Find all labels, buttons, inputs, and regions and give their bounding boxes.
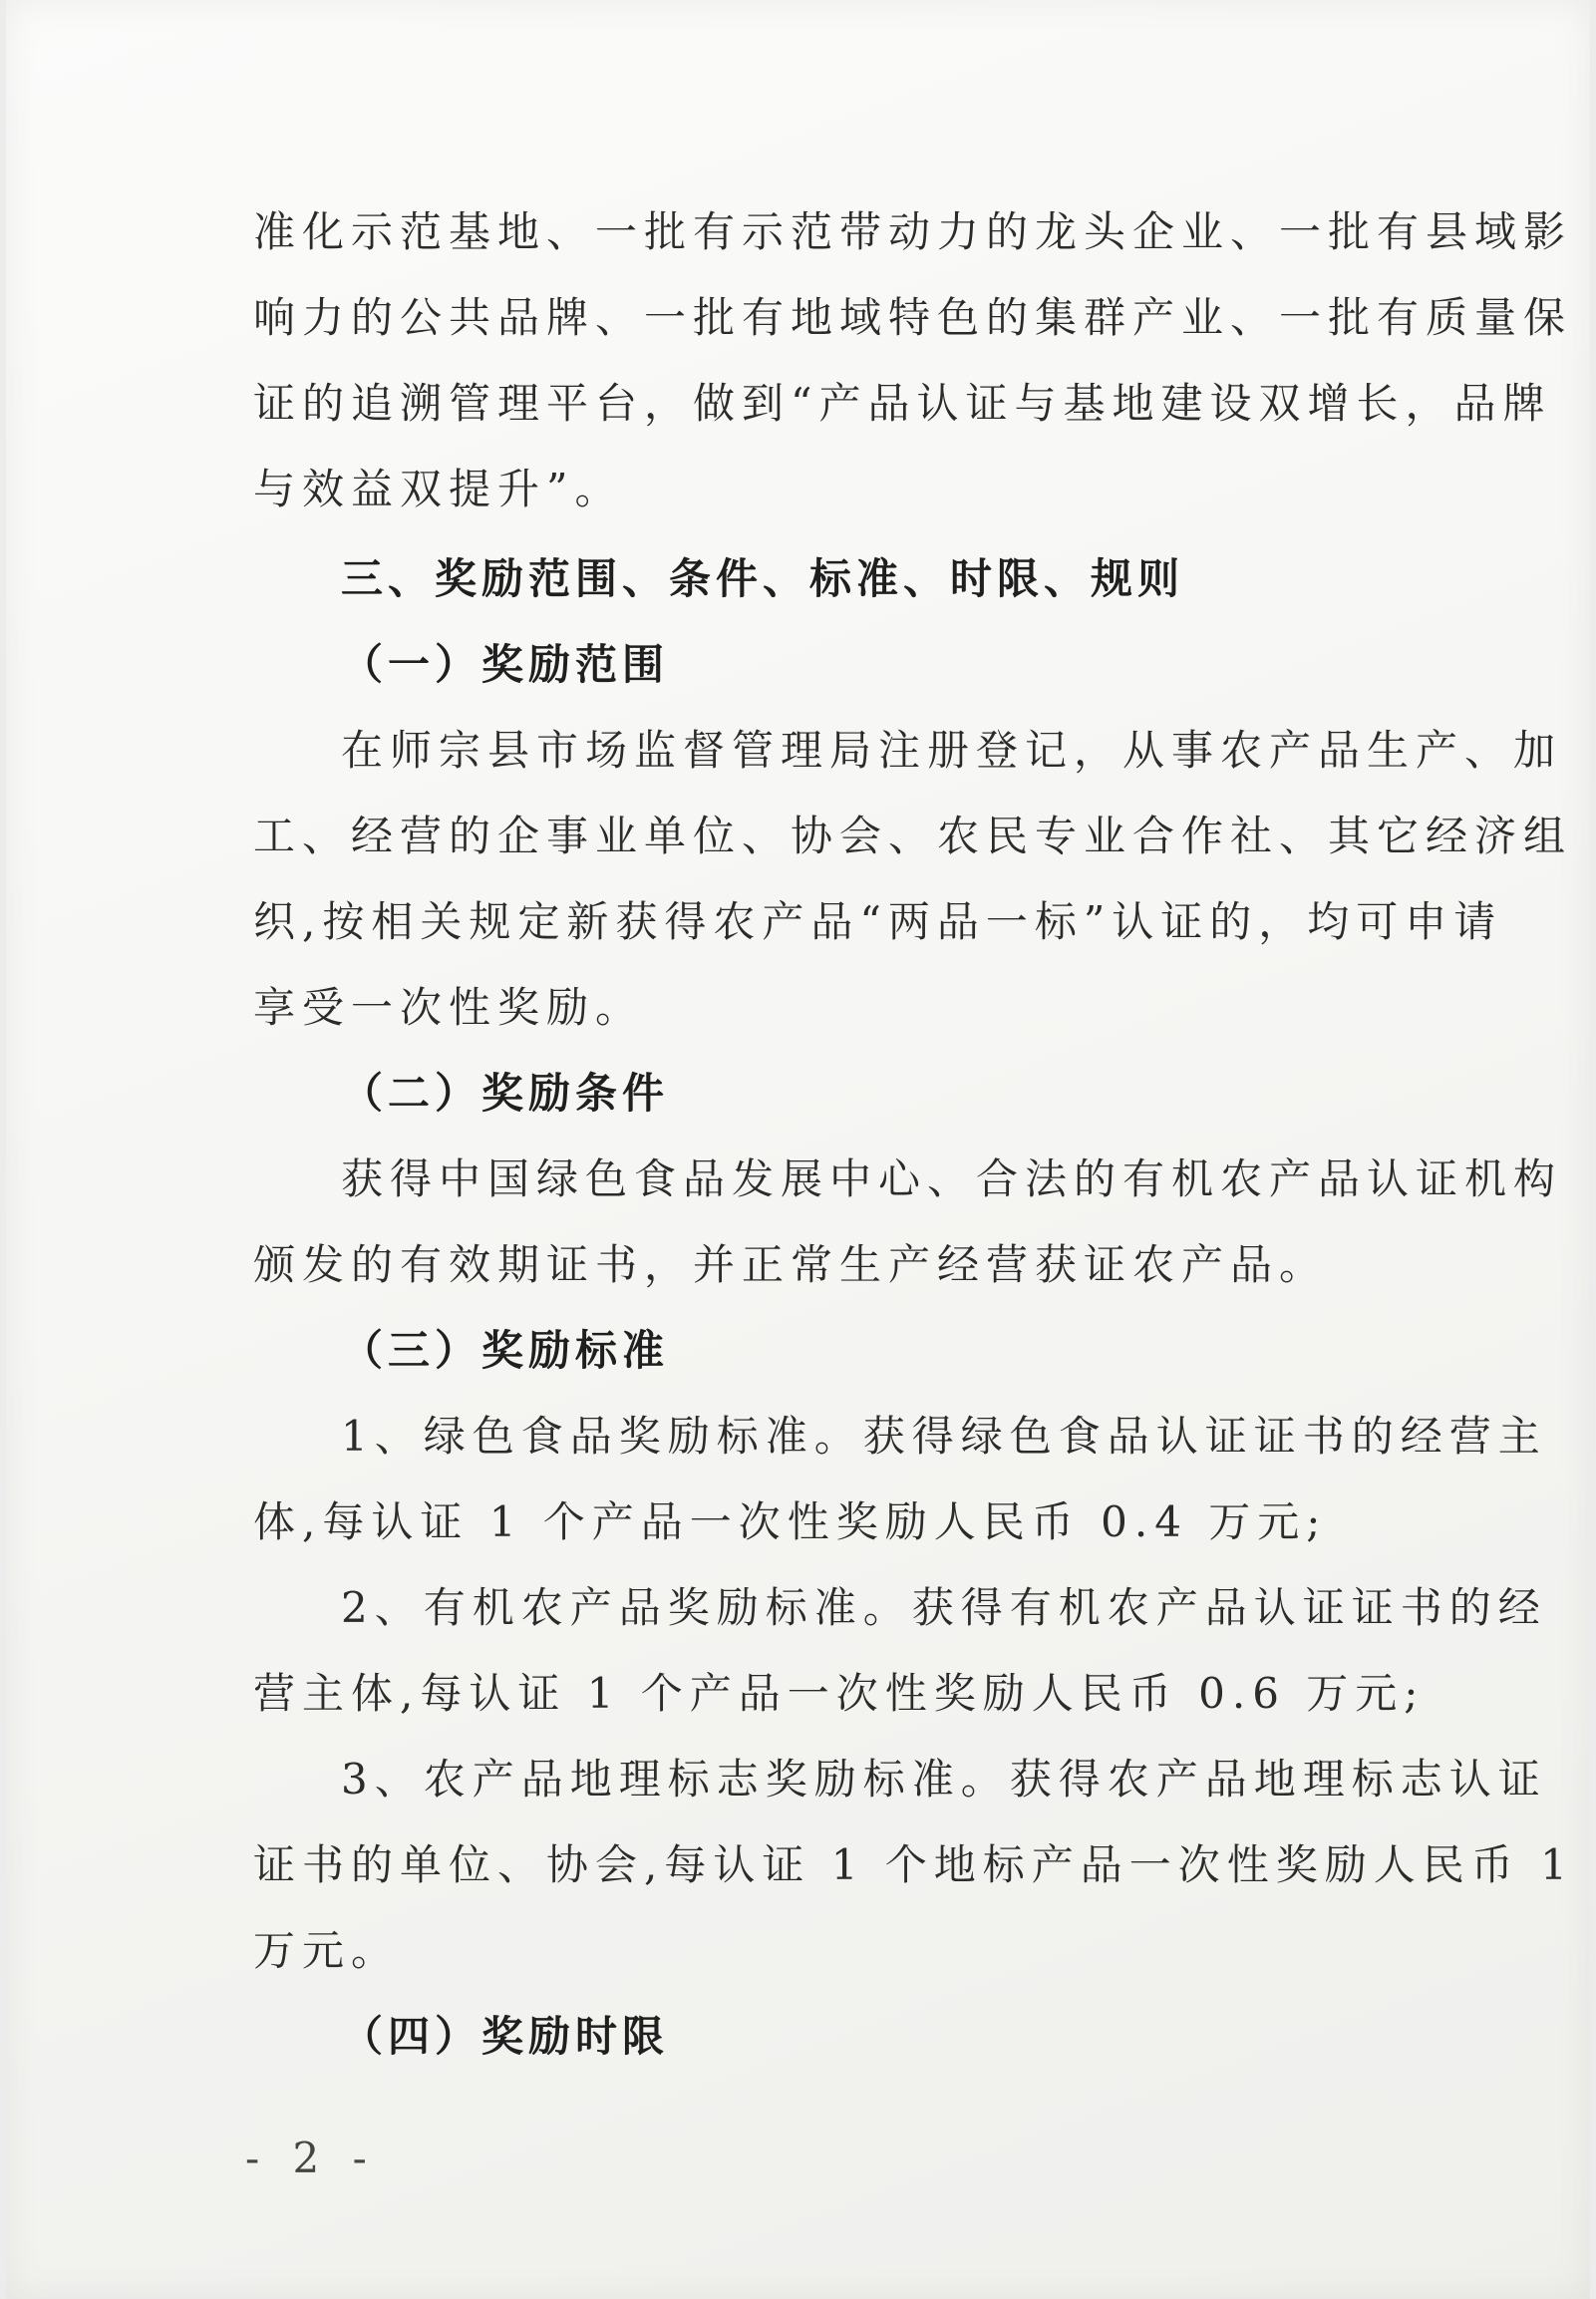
scope-line-2: 工、经营的企事业单位、协会、农民专业合作社、其它经济组: [253, 812, 1573, 860]
standards-line-5: 3、农产品地理标志奖励标准。获得农产品地理标志认证: [341, 1755, 1547, 1804]
standards-line-2: 体,每认证 1 个产品一次性奖励人民币 0.4 万元;: [253, 1497, 1328, 1546]
intro-line-3: 证的追溯管理平台，做到“产品认证与基地建设双增长，品牌: [253, 379, 1552, 428]
scope-heading: （一）奖励范围: [341, 640, 670, 689]
scope-line-3: 织,按相关规定新获得农产品“两品一标”认证的，均可申请: [253, 897, 1503, 946]
scope-line-4: 享受一次性奖励。: [253, 983, 645, 1032]
intro-line-2: 响力的公共品牌、一批有地域特色的集群产业、一批有质量保: [253, 293, 1573, 342]
intro-line-1: 准化示范基地、一批有示范带动力的龙头企业、一批有县域影: [253, 207, 1573, 256]
document-page: [6, 0, 1590, 2299]
conditions-heading: （二）奖励条件: [341, 1069, 670, 1118]
standards-heading: （三）奖励标准: [341, 1326, 670, 1375]
section-heading: 三、奖励范围、条件、标准、时限、规则: [341, 554, 1185, 603]
scope-line-1: 在师宗县市场监督管理局注册登记，从事农产品生产、加: [341, 726, 1563, 775]
standards-line-4: 营主体,每认证 1 个产品一次性奖励人民币 0.6 万元;: [253, 1669, 1426, 1718]
intro-line-4: 与效益双提升”。: [253, 465, 624, 513]
standards-line-1: 1、绿色食品奖励标准。获得绿色食品认证证书的经营主: [341, 1412, 1547, 1461]
standards-line-6: 证书的单位、协会,每认证 1 个地标产品一次性奖励人民币 1: [253, 1840, 1574, 1889]
conditions-line-1: 获得中国绿色食品发展中心、合法的有机农产品认证机构: [341, 1154, 1563, 1203]
page-number: - 2 -: [245, 2134, 377, 2182]
conditions-line-2: 颁发的有效期证书，并正常生产经营获证农产品。: [253, 1240, 1329, 1289]
standards-line-3: 2、有机农产品奖励标准。获得有机农产品认证证书的经: [341, 1583, 1547, 1632]
time-limit-heading: （四）奖励时限: [341, 2012, 670, 2061]
standards-line-7: 万元。: [253, 1926, 401, 1975]
